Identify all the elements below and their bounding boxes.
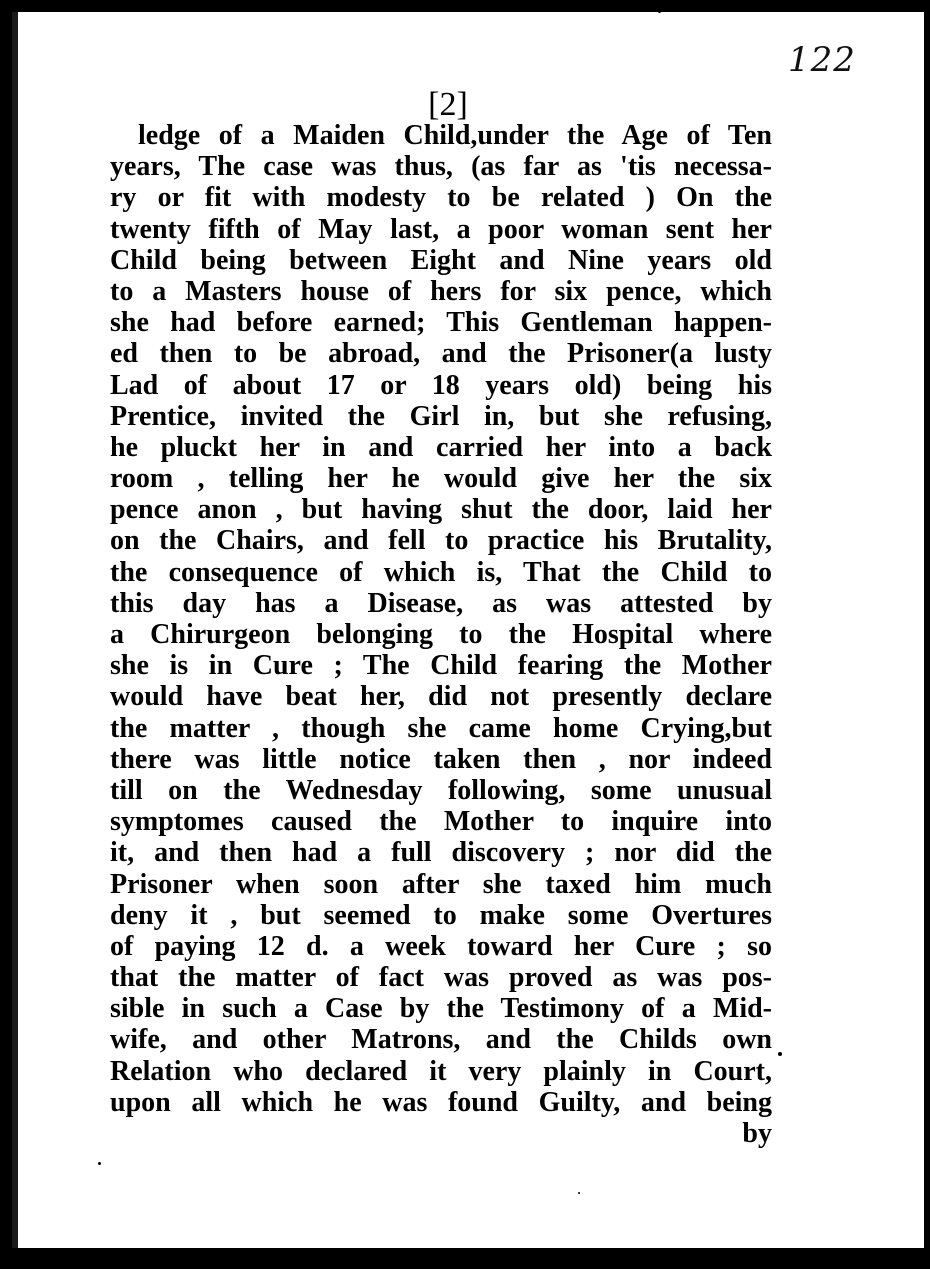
text-line: room , telling her he would give her the six [110, 463, 772, 495]
text-line: pence anon , but having shut the door, laid her [110, 494, 772, 526]
text-line: of paying 12 d. a week toward her Cure ; so [110, 930, 772, 962]
text-line: she had before earned; This Gentleman happen- [110, 307, 772, 339]
text-line: Prisoner when soon after she taxed him much [110, 868, 772, 900]
text-line: Child being between Eight and Nine years old [110, 244, 772, 276]
text-line: Prentice, invited the Girl in, but she refusing, [110, 400, 772, 432]
text-line: he pluckt her in and carried her into a back [110, 431, 772, 463]
text-line: twenty fifth of May last, a poor woman sent her [110, 213, 772, 245]
folio-number: 122 [788, 40, 856, 80]
text-line: to a Masters house of hers for six pence, which [110, 275, 772, 307]
text-line: ed then to be abroad, and the Prisoner(a lusty [110, 338, 772, 370]
text-line: that the matter of fact was proved as was pos- [110, 962, 772, 994]
text-line: sible in such a Case by the Testimony of a Mid- [110, 993, 772, 1025]
text-line: the consequence of which is, That the Child to [110, 556, 772, 588]
text-line: Lad of about 17 or 18 years old) being his [110, 369, 772, 401]
document-page [12, 12, 924, 1248]
text-line: she is in Cure ; The Child fearing the Mother [110, 650, 772, 682]
catchword: by [742, 1118, 772, 1149]
text-line: years, The case was thus, (as far as 'tis necessa- [110, 151, 772, 183]
text-line: this day has a Disease, as was attested by [110, 587, 772, 619]
text-line: till on the Wednesday following, some unusual [110, 774, 772, 806]
body-text [110, 120, 772, 1149]
signature-mark: [2] [428, 86, 468, 123]
text-line: the matter , though she came home Crying,but [110, 712, 772, 744]
text-line: would have beat her, did not presently declare [110, 681, 772, 713]
text-line: on the Chairs, and fell to practice his Brutality, [110, 525, 772, 557]
text-line: deny it , but seemed to make some Overtures [110, 899, 772, 931]
text-line: there was little notice taken then , nor indeed [110, 743, 772, 775]
text-line: symptomes caused the Mother to inquire into [110, 806, 772, 838]
text-line: ledge of a Maiden Child,under the Age of Ten [138, 120, 772, 151]
text-line: a Chirurgeon belonging to the Hospital where [110, 619, 772, 650]
text-line: upon all which he was found Guilty, and being [110, 1086, 772, 1118]
text-line: wife, and other Matrons, and the Childs own [110, 1024, 772, 1056]
text-line: Relation who declared it very plainly in Court, [110, 1055, 772, 1087]
text-line: it, and then had a full discovery ; nor did the [110, 837, 772, 869]
text-line: ry or fit with modesty to be related ) On the [110, 182, 772, 214]
